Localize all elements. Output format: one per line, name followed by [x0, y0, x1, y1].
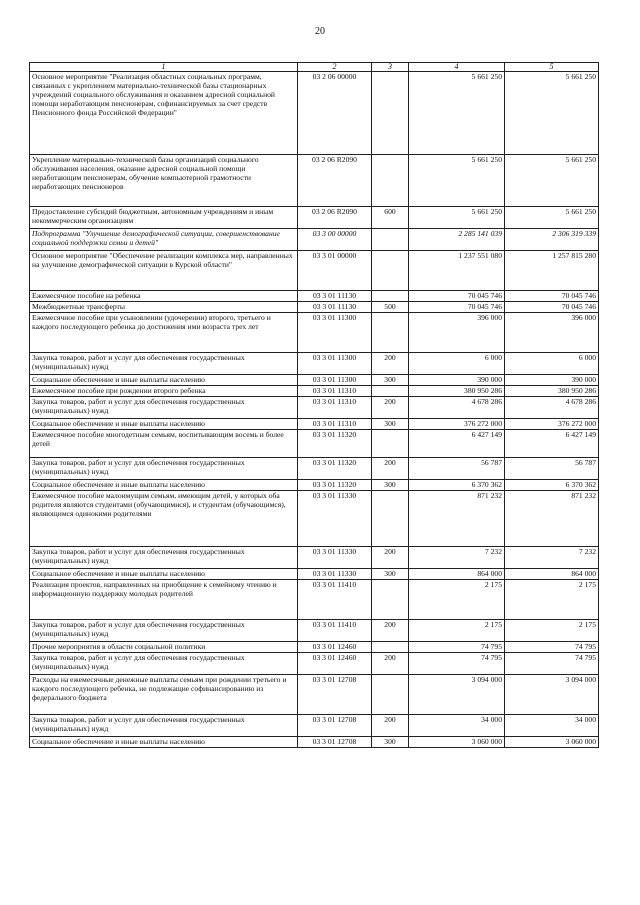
column-number-row [30, 63, 599, 72]
row-code-cell: 03 3 01 12708 [298, 715, 372, 737]
row-amount-year-2-cell: 1 257 815 280 [505, 251, 599, 291]
row-expense-type-cell [372, 580, 409, 620]
table-row [30, 737, 599, 748]
table-row [30, 155, 599, 207]
table-row [30, 653, 599, 675]
row-amount-year-2-cell: 3 060 000 [505, 737, 599, 748]
row-name-cell: Ежемесячное пособие на ребенка [30, 291, 298, 302]
row-amount-year-2-cell: 34 000 [505, 715, 599, 737]
row-code-cell: 03 3 01 11320 [298, 458, 372, 480]
column-number-2: 2 [298, 63, 372, 72]
row-code-cell: 03 3 01 11300 [298, 375, 372, 386]
row-name-cell: Социальное обеспечение и иные выплаты населению [30, 480, 298, 491]
row-name-cell: Укрепление материально-технической базы организаций социального обслуживания населения, оказание адресной социальной помощи неработающим пенсионерам, обучение компьютерной грамотности неработающих пенсионеров [30, 155, 298, 207]
row-name-cell: Закупка товаров, работ и услуг для обеспечения государственных (муниципальных) нужд [30, 547, 298, 569]
row-amount-year-2-cell: 56 787 [505, 458, 599, 480]
row-amount-year-2-cell: 6 370 362 [505, 480, 599, 491]
table-row [30, 375, 599, 386]
row-code-cell: 03 3 01 00000 [298, 251, 372, 291]
row-name-cell: Закупка товаров, работ и услуг для обеспечения государственных (муниципальных) нужд [30, 653, 298, 675]
table-row [30, 547, 599, 569]
row-amount-year-2-cell: 5 661 250 [505, 155, 599, 207]
row-name-cell: Закупка товаров, работ и услуг для обеспечения государственных (муниципальных) нужд [30, 620, 298, 642]
row-code-cell: 03 3 01 11310 [298, 397, 372, 419]
row-code-cell: 03 3 01 11410 [298, 580, 372, 620]
row-name-cell: Ежемесячное пособие при усыновлении (удочерении) второго, третьего и каждого последующего ребенка до достижения ими возраста трех лет [30, 313, 298, 353]
row-amount-year-2-cell: 3 094 000 [505, 675, 599, 715]
table-row [30, 715, 599, 737]
row-code-cell: 03 2 06 R2090 [298, 155, 372, 207]
row-code-cell: 03 3 01 11310 [298, 386, 372, 397]
row-name-cell: Предоставление субсидий бюджетным, автономным учреждениям и иным некоммерческим организациям [30, 207, 298, 229]
row-amount-year-2-cell: 871 232 [505, 491, 599, 547]
table-row [30, 642, 599, 653]
row-code-cell: 03 3 01 11410 [298, 620, 372, 642]
table-row [30, 353, 599, 375]
row-expense-type-cell [372, 675, 409, 715]
column-number-4: 4 [409, 63, 505, 72]
row-name-cell: Подпрограмма "Улучшение демографической ситуации, совершенствование социальной поддержки семьи и детей" [30, 229, 298, 251]
row-code-cell: 03 3 01 11130 [298, 302, 372, 313]
row-amount-year-1-cell: 5 661 250 [409, 72, 505, 155]
row-expense-type-cell [372, 313, 409, 353]
row-name-cell: Закупка товаров, работ и услуг для обеспечения государственных (муниципальных) нужд [30, 353, 298, 375]
row-name-cell: Прочие мероприятия в области социальной политики [30, 642, 298, 653]
table-row [30, 675, 599, 715]
table-row [30, 313, 599, 353]
row-amount-year-2-cell: 5 661 250 [505, 207, 599, 229]
row-code-cell: 03 3 01 11130 [298, 291, 372, 302]
row-amount-year-1-cell: 70 045 746 [409, 302, 505, 313]
column-number-1: 1 [30, 63, 298, 72]
row-amount-year-2-cell: 396 000 [505, 313, 599, 353]
row-amount-year-1-cell: 2 175 [409, 580, 505, 620]
column-number-3: 3 [372, 63, 409, 72]
row-expense-type-cell [372, 491, 409, 547]
table-row [30, 302, 599, 313]
row-expense-type-cell [372, 72, 409, 155]
row-amount-year-2-cell: 2 306 319 339 [505, 229, 599, 251]
table-row [30, 480, 599, 491]
row-expense-type-cell [372, 251, 409, 291]
table-row [30, 386, 599, 397]
row-name-cell: Расходы на ежемесячные денежные выплаты семьям при рождении третьего и каждого последующего ребенка, не подлежащие софинансированию из федерального бюджета [30, 675, 298, 715]
row-expense-type-cell: 200 [372, 458, 409, 480]
row-expense-type-cell: 300 [372, 737, 409, 748]
row-amount-year-1-cell: 1 237 551 080 [409, 251, 505, 291]
row-code-cell: 03 2 06 00000 [298, 72, 372, 155]
row-name-cell: Реализация проектов, направленных на приобщение к семейному чтению и информационную поддержку молодых родителей [30, 580, 298, 620]
table-row [30, 291, 599, 302]
row-code-cell: 03 3 01 12708 [298, 737, 372, 748]
row-expense-type-cell [372, 291, 409, 302]
row-code-cell: 03 3 01 11300 [298, 313, 372, 353]
row-expense-type-cell: 200 [372, 653, 409, 675]
row-amount-year-2-cell: 5 661 250 [505, 72, 599, 155]
row-amount-year-1-cell: 6 427 149 [409, 430, 505, 458]
row-amount-year-2-cell: 4 678 286 [505, 397, 599, 419]
row-amount-year-1-cell: 3 094 000 [409, 675, 505, 715]
row-amount-year-1-cell: 376 272 000 [409, 419, 505, 430]
row-amount-year-1-cell: 2 175 [409, 620, 505, 642]
row-amount-year-2-cell: 390 000 [505, 375, 599, 386]
row-amount-year-1-cell: 5 661 250 [409, 207, 505, 229]
row-expense-type-cell: 300 [372, 569, 409, 580]
row-expense-type-cell: 500 [372, 302, 409, 313]
row-amount-year-1-cell: 2 285 141 039 [409, 229, 505, 251]
row-amount-year-1-cell: 390 000 [409, 375, 505, 386]
row-name-cell: Ежемесячное пособие при рождении второго ребенка [30, 386, 298, 397]
row-name-cell: Закупка товаров, работ и услуг для обеспечения государственных (муниципальных) нужд [30, 715, 298, 737]
row-amount-year-2-cell: 376 272 000 [505, 419, 599, 430]
row-code-cell: 03 3 01 11300 [298, 353, 372, 375]
row-name-cell: Основное мероприятие "Обеспечение реализации комплекса мер, направленных на улучшение демографической ситуации в Курской области" [30, 251, 298, 291]
row-amount-year-2-cell: 70 045 746 [505, 302, 599, 313]
table-row [30, 491, 599, 547]
row-name-cell: Ежемесячное пособие многодетным семьям, воспитывающим восемь и более детей [30, 430, 298, 458]
row-name-cell: Ежемесячное пособие малоимущим семьям, имеющим детей, у которых оба родителя являются студентами (обучающимися), и студентам (обучающимся), являющимся одинокими родителями [30, 491, 298, 547]
row-name-cell: Социальное обеспечение и иные выплаты населению [30, 569, 298, 580]
table-row [30, 419, 599, 430]
row-code-cell: 03 3 01 11320 [298, 430, 372, 458]
column-number-5: 5 [505, 63, 599, 72]
row-amount-year-2-cell: 70 045 746 [505, 291, 599, 302]
row-expense-type-cell [372, 386, 409, 397]
row-amount-year-1-cell: 74 795 [409, 642, 505, 653]
row-amount-year-1-cell: 74 795 [409, 653, 505, 675]
row-code-cell: 03 3 01 11320 [298, 480, 372, 491]
row-code-cell: 03 3 01 12708 [298, 675, 372, 715]
table-body [30, 72, 599, 748]
row-expense-type-cell [372, 229, 409, 251]
row-expense-type-cell: 300 [372, 480, 409, 491]
table-row [30, 397, 599, 419]
row-expense-type-cell [372, 155, 409, 207]
row-amount-year-2-cell: 74 795 [505, 653, 599, 675]
row-name-cell: Межбюджетные трансферты [30, 302, 298, 313]
row-code-cell: 03 3 00 00000 [298, 229, 372, 251]
row-amount-year-2-cell: 74 795 [505, 642, 599, 653]
row-amount-year-2-cell: 7 232 [505, 547, 599, 569]
page-number: 20 [315, 26, 325, 37]
table-row [30, 229, 599, 251]
row-expense-type-cell: 600 [372, 207, 409, 229]
row-code-cell: 03 2 06 R2090 [298, 207, 372, 229]
row-amount-year-1-cell: 4 678 286 [409, 397, 505, 419]
row-name-cell: Закупка товаров, работ и услуг для обеспечения государственных (муниципальных) нужд [30, 458, 298, 480]
row-name-cell: Основное мероприятие "Реализация областных социальных программ, связанных с укреплением материально-технической базы стационарных учреждений социального обслуживания и оказанием адресной социальной помощи неработающим пенсионерам, софинансируемых за счет средств Пенсионного фонда Российской Федерации" [30, 72, 298, 155]
row-amount-year-2-cell: 380 950 286 [505, 386, 599, 397]
row-name-cell: Социальное обеспечение и иные выплаты населению [30, 375, 298, 386]
row-amount-year-1-cell: 864 000 [409, 569, 505, 580]
row-name-cell: Социальное обеспечение и иные выплаты населению [30, 419, 298, 430]
row-code-cell: 03 3 01 11310 [298, 419, 372, 430]
row-expense-type-cell: 200 [372, 397, 409, 419]
row-amount-year-1-cell: 396 000 [409, 313, 505, 353]
table-row [30, 251, 599, 291]
table-row [30, 580, 599, 620]
row-name-cell: Социальное обеспечение и иные выплаты населению [30, 737, 298, 748]
table-row [30, 620, 599, 642]
row-code-cell: 03 3 01 12460 [298, 642, 372, 653]
row-amount-year-2-cell: 2 175 [505, 580, 599, 620]
row-amount-year-1-cell: 70 045 746 [409, 291, 505, 302]
row-code-cell: 03 3 01 11330 [298, 547, 372, 569]
row-amount-year-2-cell: 2 175 [505, 620, 599, 642]
row-amount-year-2-cell: 6 000 [505, 353, 599, 375]
row-code-cell: 03 3 01 12460 [298, 653, 372, 675]
row-amount-year-1-cell: 6 000 [409, 353, 505, 375]
row-expense-type-cell [372, 642, 409, 653]
row-amount-year-1-cell: 871 232 [409, 491, 505, 547]
table-row [30, 207, 599, 229]
table-row [30, 430, 599, 458]
budget-table [29, 62, 599, 748]
row-expense-type-cell: 300 [372, 419, 409, 430]
row-expense-type-cell: 200 [372, 353, 409, 375]
row-amount-year-1-cell: 56 787 [409, 458, 505, 480]
row-amount-year-1-cell: 5 661 250 [409, 155, 505, 207]
row-code-cell: 03 3 01 11330 [298, 569, 372, 580]
row-expense-type-cell [372, 430, 409, 458]
row-amount-year-2-cell: 864 000 [505, 569, 599, 580]
row-amount-year-1-cell: 3 060 000 [409, 737, 505, 748]
row-name-cell: Закупка товаров, работ и услуг для обеспечения государственных (муниципальных) нужд [30, 397, 298, 419]
table-row [30, 458, 599, 480]
row-code-cell: 03 3 01 11330 [298, 491, 372, 547]
row-amount-year-2-cell: 6 427 149 [505, 430, 599, 458]
row-expense-type-cell: 200 [372, 547, 409, 569]
row-expense-type-cell: 300 [372, 375, 409, 386]
row-expense-type-cell: 200 [372, 715, 409, 737]
row-amount-year-1-cell: 6 370 362 [409, 480, 505, 491]
row-amount-year-1-cell: 7 232 [409, 547, 505, 569]
row-expense-type-cell: 200 [372, 620, 409, 642]
table-row [30, 569, 599, 580]
table-row [30, 72, 599, 155]
row-amount-year-1-cell: 380 950 286 [409, 386, 505, 397]
row-amount-year-1-cell: 34 000 [409, 715, 505, 737]
